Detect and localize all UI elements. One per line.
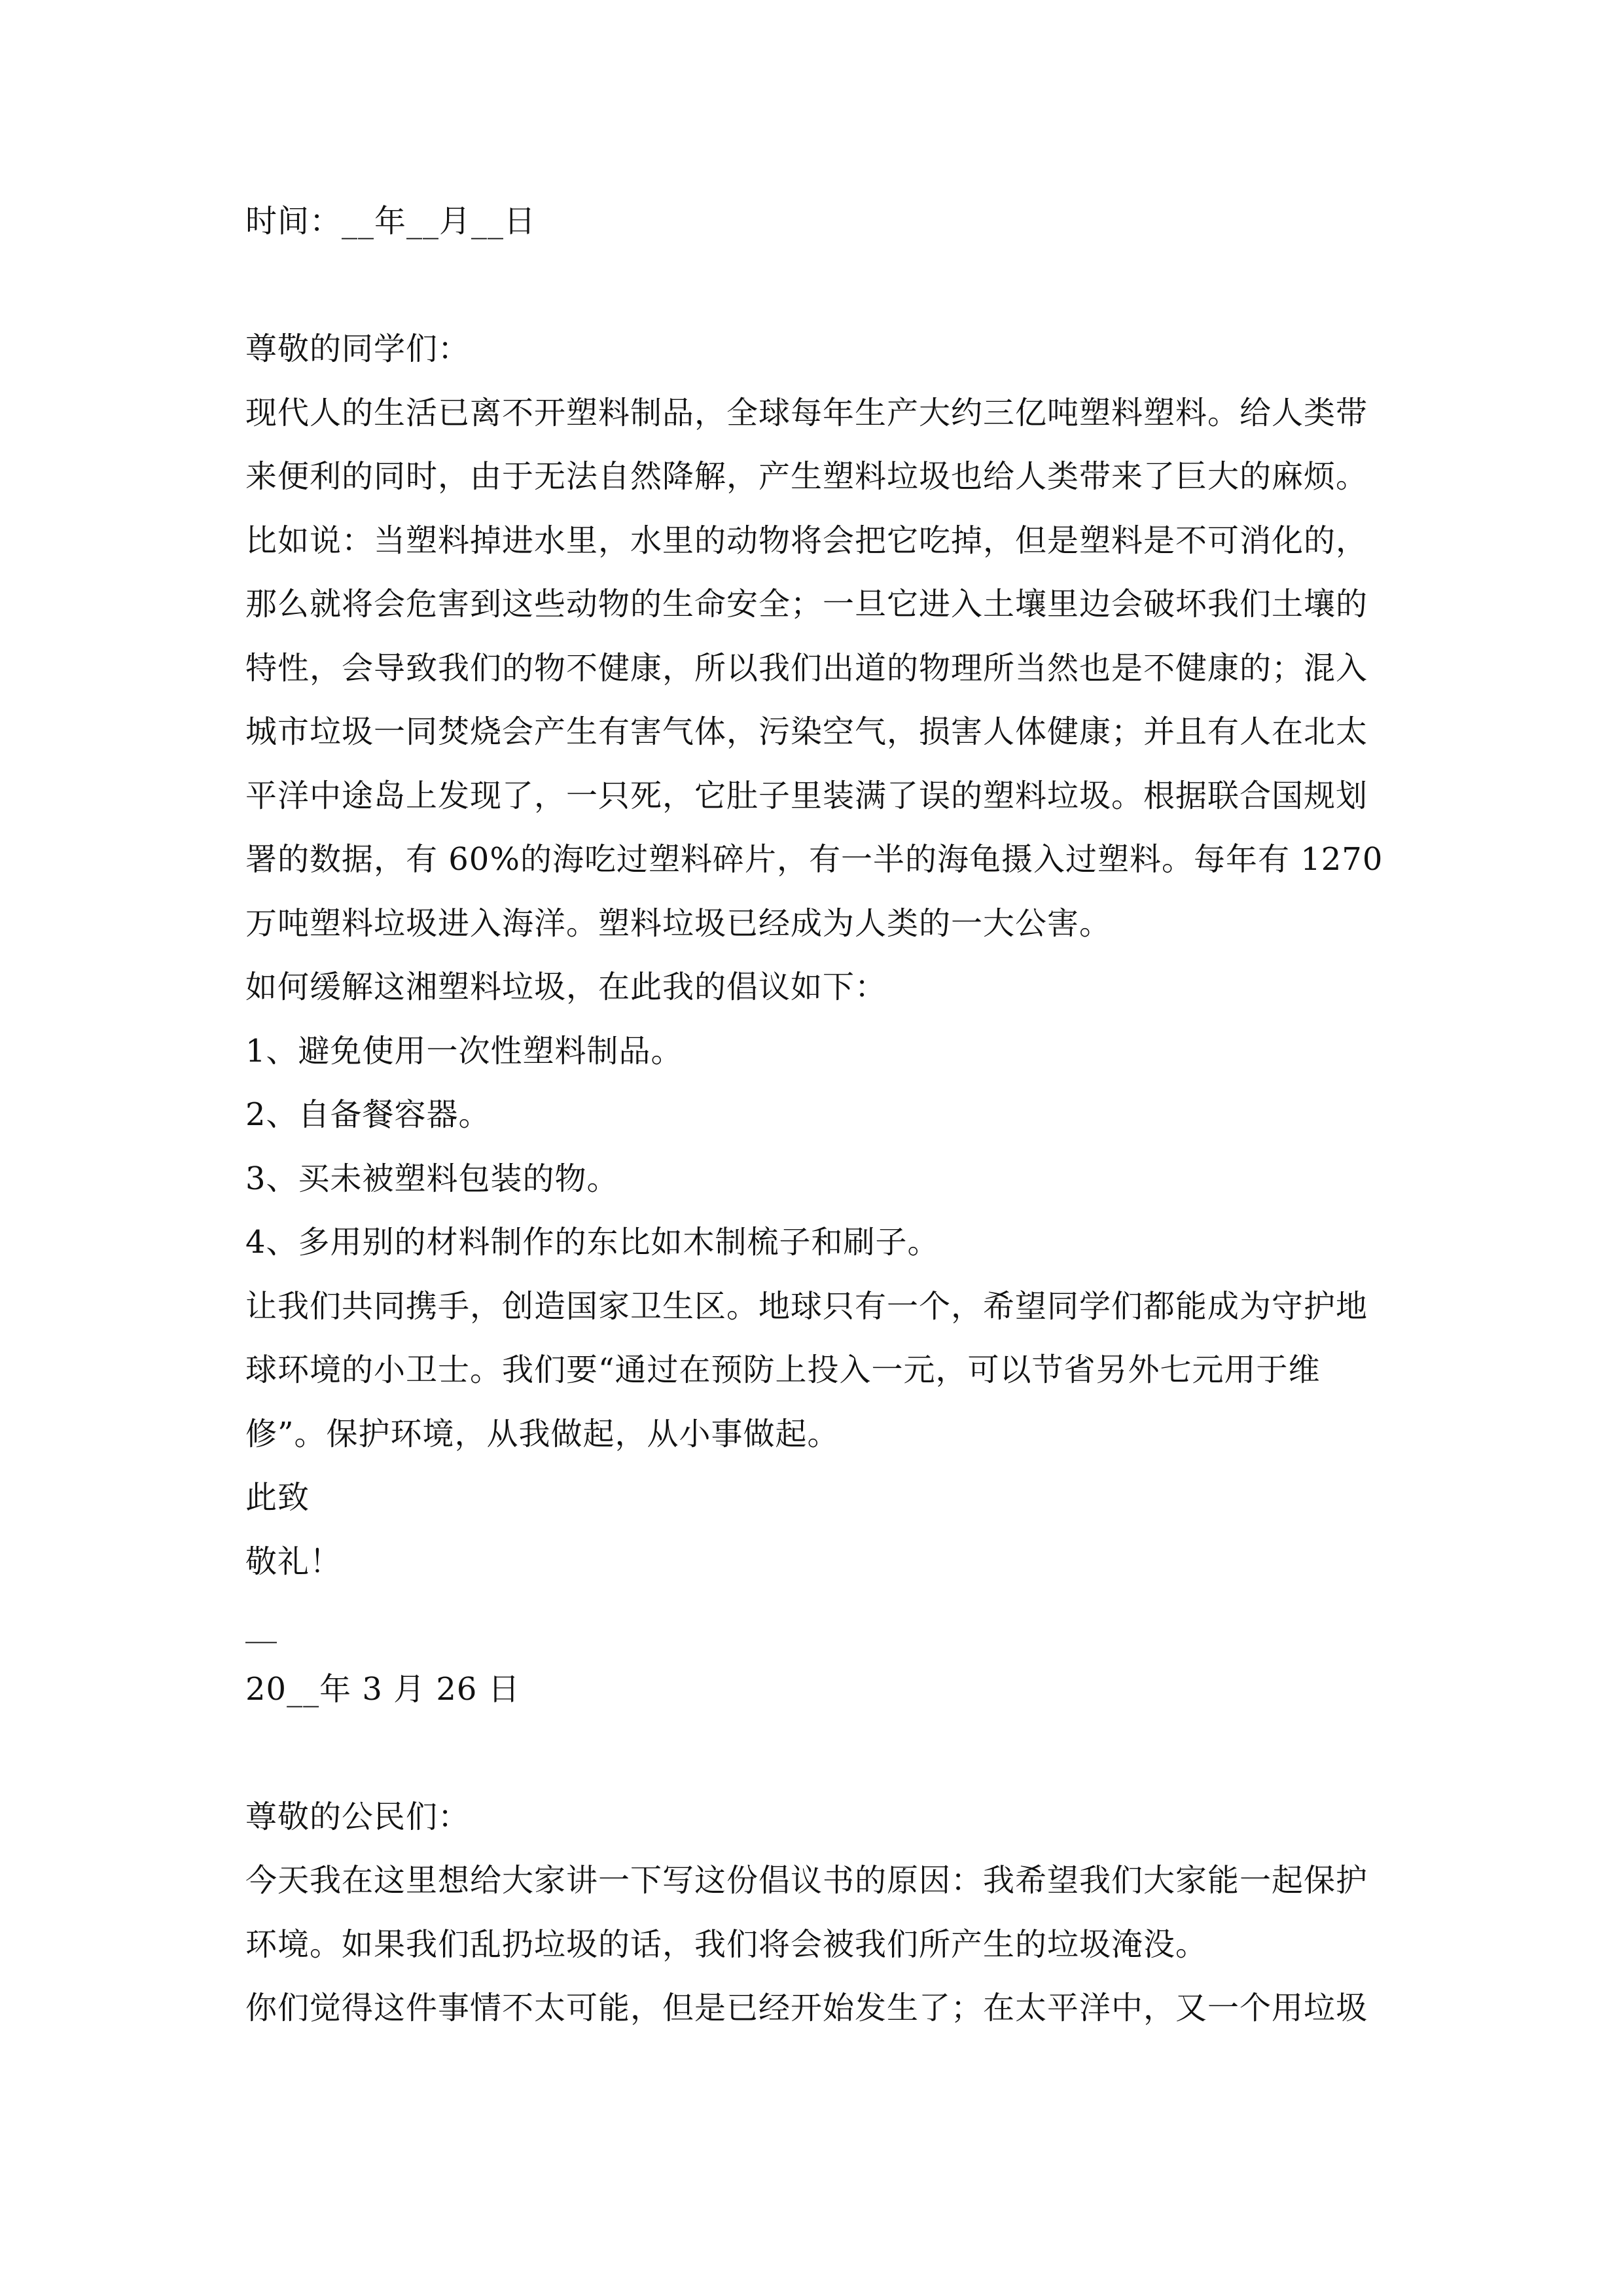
letter2-salutation: 尊敬的公民们：	[245, 1798, 471, 1835]
letter1-list-item: 1、避免使用一次性塑料制品。	[245, 1032, 683, 1069]
letter1-line: 城市垃圾一同焚烧会产生有害气体，污染空气，损害人体健康；并且有人在北太	[245, 713, 1368, 750]
letter1-list-item: 3、买未被塑料包装的物。	[245, 1160, 619, 1197]
blank-line	[245, 254, 1387, 318]
letter1-line: 让我们共同携手，创造国家卫生区。地球只有一个，希望同学们都能成为守护地	[245, 1287, 1368, 1325]
letter2-line: 你们觉得这件事情不太可能，但是已经开始发生了；在太平洋中，又一个用垃圾	[245, 1990, 1368, 2026]
letter1-salutation: 尊敬的同学们：	[245, 331, 471, 367]
letter1-list-item: 4、多用别的材料制作的东比如木制梳子和刷子。	[245, 1224, 940, 1261]
letter1-line: 平洋中途岛上发现了，一只死，它肚子里装满了误的塑料垃圾。根据联合国规划	[245, 777, 1368, 814]
letter1-line: 比如说：当塑料掉进水里，水里的动物将会把它吃掉，但是塑料是不可消化的，	[245, 522, 1368, 559]
letter1-closing: 此致	[245, 1479, 310, 1516]
letter1-line: 来便利的同时，由于无法自然降解，产生塑料垃圾也给人类带来了巨大的麻烦。	[245, 458, 1368, 495]
letter1-date: 20__年 3 月 26 日	[245, 1670, 520, 1708]
letter1-line: 如何缓解这湘塑料垃圾，在此我的倡议如下：	[245, 969, 887, 1005]
letter1-line: 球环境的小卫士。我们要“通过在预防上投入一元，可以节省另外七元用于维	[245, 1352, 1321, 1388]
document-body	[245, 190, 1387, 2041]
letter2-line: 今天我在这里想给大家讲一下写这份倡议书的原因：我希望我们大家能一起保护	[245, 1862, 1368, 1899]
letter1-line: 万吨塑料垃圾进入海洋。塑料垃圾已经成为人类的一大公害。	[245, 905, 1112, 942]
signature-rule: __	[245, 1607, 277, 1643]
letter1-list-item: 2、自备餐容器。	[245, 1096, 491, 1133]
letter1-line: 那么就将会危害到这些动物的生命安全；一旦它进入土壤里边会破坏我们土壤的	[245, 586, 1368, 622]
letter1-line: 修”。保护环境，从我做起，从小事做起。	[245, 1415, 840, 1452]
letter1-closing: 敬礼！	[245, 1543, 342, 1580]
blank-line	[245, 1721, 1387, 1785]
date-line: 时间：__年__月__日	[245, 203, 537, 240]
letter1-line: 现代人的生活已离不开塑料制品，全球每年生产大约三亿吨塑料塑料。给人类带	[245, 394, 1368, 431]
letter1-line: 署的数据，有 60%的海吃过塑料碎片，有一半的海龟摄入过塑料。每年有 1270	[245, 841, 1383, 878]
letter1-line: 特性，会导致我们的物不健康，所以我们出道的物理所当然也是不健康的；混入	[245, 649, 1368, 687]
letter2-line: 环境。如果我们乱扔垃圾的话，我们将会被我们所产生的垃圾淹没。	[245, 1926, 1208, 1963]
